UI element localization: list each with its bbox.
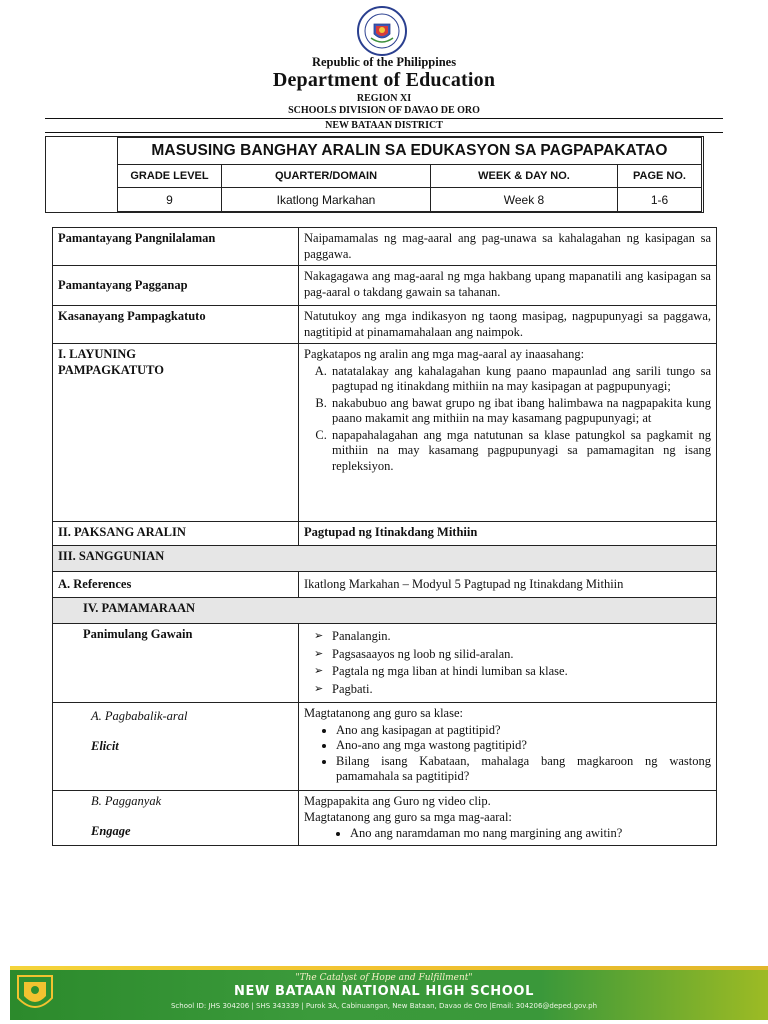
row-value: Naipamamalas ng mag-aaral ang pag-unawa sa kahalagahan ng kasipagan sa paggawa.: [299, 228, 717, 266]
review-questions-list: [304, 723, 711, 785]
table-row: [53, 344, 717, 522]
quarter-domain-value: Ikatlong Markahan: [222, 188, 431, 212]
list-item: A. natatalakay ang kahalagahan kung paano mapaunlad ang sarili tungo sa pagtupad ng itinakdang mithiin na may kasipagan at pagpupunyagi;: [330, 364, 711, 395]
lesson-plan-table: [52, 227, 717, 846]
page-no-value: 1-6: [618, 188, 702, 212]
row-value: [299, 703, 717, 791]
list-item: ➢ Pagsasaayos ng loob ng silid-aralan.: [332, 647, 711, 663]
list-item: ➢ Panalangin.: [332, 629, 711, 645]
lesson-plan-title: MASUSING BANGHAY ARALIN SA EDUKASYON SA PAGPAPAKATAO: [118, 138, 702, 165]
row-label: II. PAKSANG ARALIN: [53, 522, 299, 546]
header-rule-top: [45, 118, 723, 119]
table-row: [53, 546, 717, 572]
pagganyak-line2: Magtatanong ang guro sa mga mag-aaral:: [304, 809, 512, 824]
layunin-intro: Pagkatapos ng aralin ang mga mag-aaral ay inaasahang:: [304, 347, 585, 361]
row-label: Kasanayang Pampagkatuto: [53, 306, 299, 344]
table-row: [53, 791, 717, 846]
list-item: • Ano-ano ang mga wastong pagtitipid?: [336, 738, 711, 754]
list-item: ➢ Pagbati.: [332, 682, 711, 698]
row-label: A. References: [53, 572, 299, 598]
list-item: • Bilang isang Kabataan, mahalaga bang magkaroon ng wastong pamamahala sa pagtitipid?: [336, 754, 711, 785]
row-value: Natutukoy ang mga indikasyon ng taong masipag, nagpupunyagi sa paggawa, nagtitipid at pinamamahalaan ang naimpok.: [299, 306, 717, 344]
engage-label: Engage: [91, 823, 131, 838]
pagganyak-label: B. Pagganyak: [91, 794, 162, 808]
list-item: • Ano ang kasipagan at pagtitipid?: [336, 723, 711, 739]
table-row: [53, 703, 717, 791]
week-day-value: Week 8: [431, 188, 618, 212]
layunin-label-line1: I. LAYUNING: [58, 347, 137, 361]
layunin-label-line2: PAMPAGKATUTO: [58, 362, 165, 377]
deped-seal-logo: [357, 6, 407, 56]
objectives-list: [304, 364, 711, 475]
list-item: • Ano ang naramdaman mo nang margining ang awitin?: [350, 826, 711, 842]
quarter-domain-header: QUARTER/DOMAIN: [222, 165, 431, 188]
table-row: [53, 266, 717, 306]
school-motto: "The Catalyst of Hope and Fulfillment": [295, 973, 473, 983]
row-value: [299, 624, 717, 703]
republic-heading: Republic of the Philippines: [311, 55, 457, 69]
table-row: [53, 624, 717, 703]
row-value: Nakagagawa ang mag-aaral ng mga hakbang upang mapanatili ang kasipagan sa pag-aaral o takdang gawain sa tahanan.: [299, 266, 717, 306]
division-heading: SCHOOLS DIVISION OF DAVAO DE ORO: [288, 105, 480, 116]
row-label: [53, 703, 299, 791]
district-heading: NEW BATAAN DISTRICT: [325, 120, 443, 131]
header-rule-bottom: [45, 132, 723, 133]
list-item: B. nakabubuo ang bawat grupo ng ibat ibang halimbawa na nagpapakita kung paano makamit ang mithiin na may kasamang pagpupunyagi; at: [330, 396, 711, 427]
table-row: [53, 306, 717, 344]
section-heading: IV. PAMAMARAAN: [53, 598, 717, 624]
section-heading: III. SANGGUNIAN: [53, 546, 717, 572]
pagganyak-line1: Magpapakita ang Guro ng video clip.: [304, 794, 491, 808]
table-row: [53, 598, 717, 624]
opening-activities-list: [304, 629, 711, 697]
page-no-header: PAGE NO.: [618, 165, 702, 188]
motivation-questions-list: [304, 826, 711, 842]
school-name: NEW BATAAN NATIONAL HIGH SCHOOL: [234, 984, 534, 999]
pagbabalik-label: A. Pagbabalik-aral: [91, 709, 188, 723]
row-value: [299, 344, 717, 522]
title-table: [117, 137, 702, 212]
week-day-header: WEEK & DAY NO.: [431, 165, 618, 188]
row-value: Pagtupad ng Itinakdang Mithiin: [299, 522, 717, 546]
school-footer-banner: [0, 966, 768, 1024]
table-row: [53, 522, 717, 546]
list-item: C. napapahalagahan ang mga natutunan sa klase patungkol sa pagkamit ng mithiin na may kasamang pagpupunyagi sa pamamagitan ng isang repleksiyon.: [330, 428, 711, 475]
row-label: [53, 344, 299, 522]
row-label: Pamantayang Pangnilalaman: [53, 228, 299, 266]
grade-level-header: GRADE LEVEL: [118, 165, 222, 188]
region-heading: REGION XI: [356, 93, 412, 104]
row-value: Ikatlong Markahan – Modyul 5 Pagtupad ng Itinakdang Mithiin: [299, 572, 717, 598]
department-heading: Department of Education: [272, 69, 496, 91]
grade-level-value: 9: [118, 188, 222, 212]
table-row: [53, 228, 717, 266]
pagbabalik-intro: Magtatanong ang guro sa klase:: [304, 706, 463, 720]
row-label: Panimulang Gawain: [53, 624, 299, 703]
elicit-label: Elicit: [91, 738, 119, 753]
list-item: ➢ Pagtala ng mga liban at hindi lumiban sa klase.: [332, 664, 711, 680]
row-label: Pamantayang Pagganap: [53, 266, 299, 306]
table-row: [53, 572, 717, 598]
row-label: [53, 791, 299, 846]
row-value: [299, 791, 717, 846]
school-contact-info: School ID: JHS 304206 | SHS 343339 | Purok 3A, Cabinuangan, New Bataan, Davao de Oro |Email: 304206@deped.gov.ph: [170, 1002, 598, 1010]
